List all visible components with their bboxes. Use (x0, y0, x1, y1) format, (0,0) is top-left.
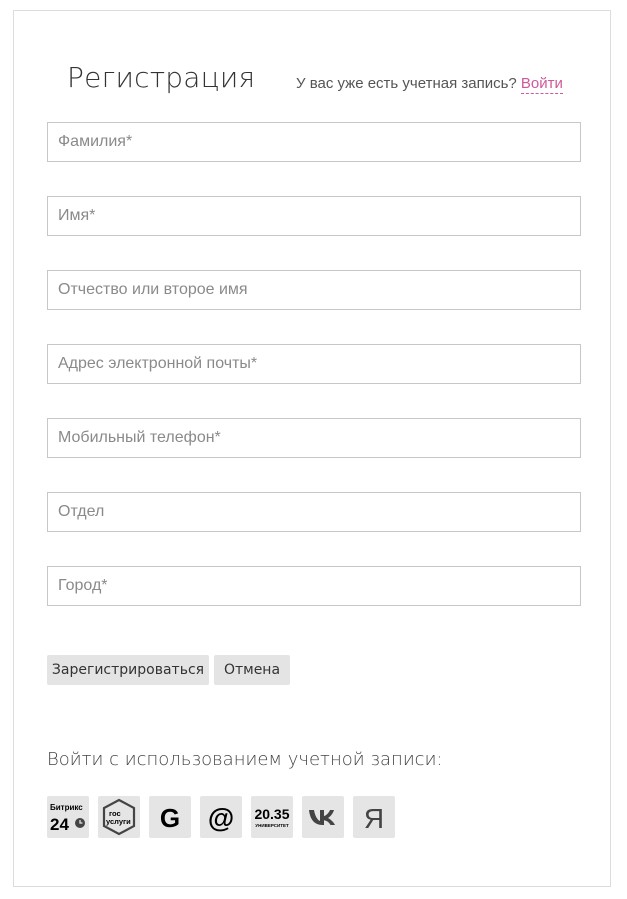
city-field-box (47, 566, 581, 606)
bitrix24-login-button[interactable] (47, 796, 89, 838)
city-input[interactable] (48, 567, 580, 605)
vk-login-button[interactable] (302, 796, 344, 838)
gosuslugi-login-button[interactable] (98, 796, 140, 838)
university-2035-icon (251, 796, 293, 838)
bitrix24-icon (47, 796, 89, 838)
have-account-text: У вас уже есть учетная запись? (296, 75, 517, 92)
gosuslugi-icon-text-top: гос (109, 809, 121, 818)
yandex-login-button[interactable] (353, 796, 395, 838)
first-name-field-box (47, 196, 581, 236)
yandex-icon (353, 796, 395, 838)
university-icon-caption: УНИВЕРСИТЕТ (255, 823, 289, 828)
cancel-button[interactable]: Отмена (214, 655, 290, 685)
registration-panel (13, 10, 611, 887)
google-login-button[interactable] (149, 796, 191, 838)
mail-login-button[interactable] (200, 796, 242, 838)
university-icon-number: 20.35 (254, 806, 290, 822)
login-link[interactable]: Войти (520, 75, 563, 92)
mail-at-icon (200, 796, 242, 838)
social-login-title: Войти с использованием учетной записи: (47, 749, 443, 770)
department-input[interactable] (48, 493, 580, 531)
phone-input[interactable] (48, 419, 580, 457)
yandex-icon-glyph: Я (363, 803, 385, 834)
email-field-box (47, 344, 581, 384)
vk-icon (302, 796, 344, 838)
bitrix24-icon-text-top: Битрикс (50, 803, 83, 812)
department-field-box (47, 492, 581, 532)
middle-name-input[interactable] (48, 271, 580, 309)
mail-icon-glyph: @ (207, 803, 235, 833)
email-input[interactable] (48, 345, 580, 383)
register-button[interactable]: Зарегистрироваться (47, 655, 209, 685)
gosuslugi-icon-text-bottom: услуги (106, 817, 131, 826)
last-name-field-box (47, 122, 581, 162)
google-icon (149, 796, 191, 838)
page-title: Регистрация (67, 61, 256, 94)
phone-field-box (47, 418, 581, 458)
bitrix24-icon-text-bottom: 24 (50, 815, 69, 834)
last-name-input[interactable] (48, 123, 580, 161)
university-2035-login-button[interactable] (251, 796, 293, 838)
google-icon-glyph: G (159, 803, 181, 833)
login-prompt (296, 75, 563, 92)
middle-name-field-box (47, 270, 581, 310)
gosuslugi-icon (98, 796, 140, 838)
first-name-input[interactable] (48, 197, 580, 235)
